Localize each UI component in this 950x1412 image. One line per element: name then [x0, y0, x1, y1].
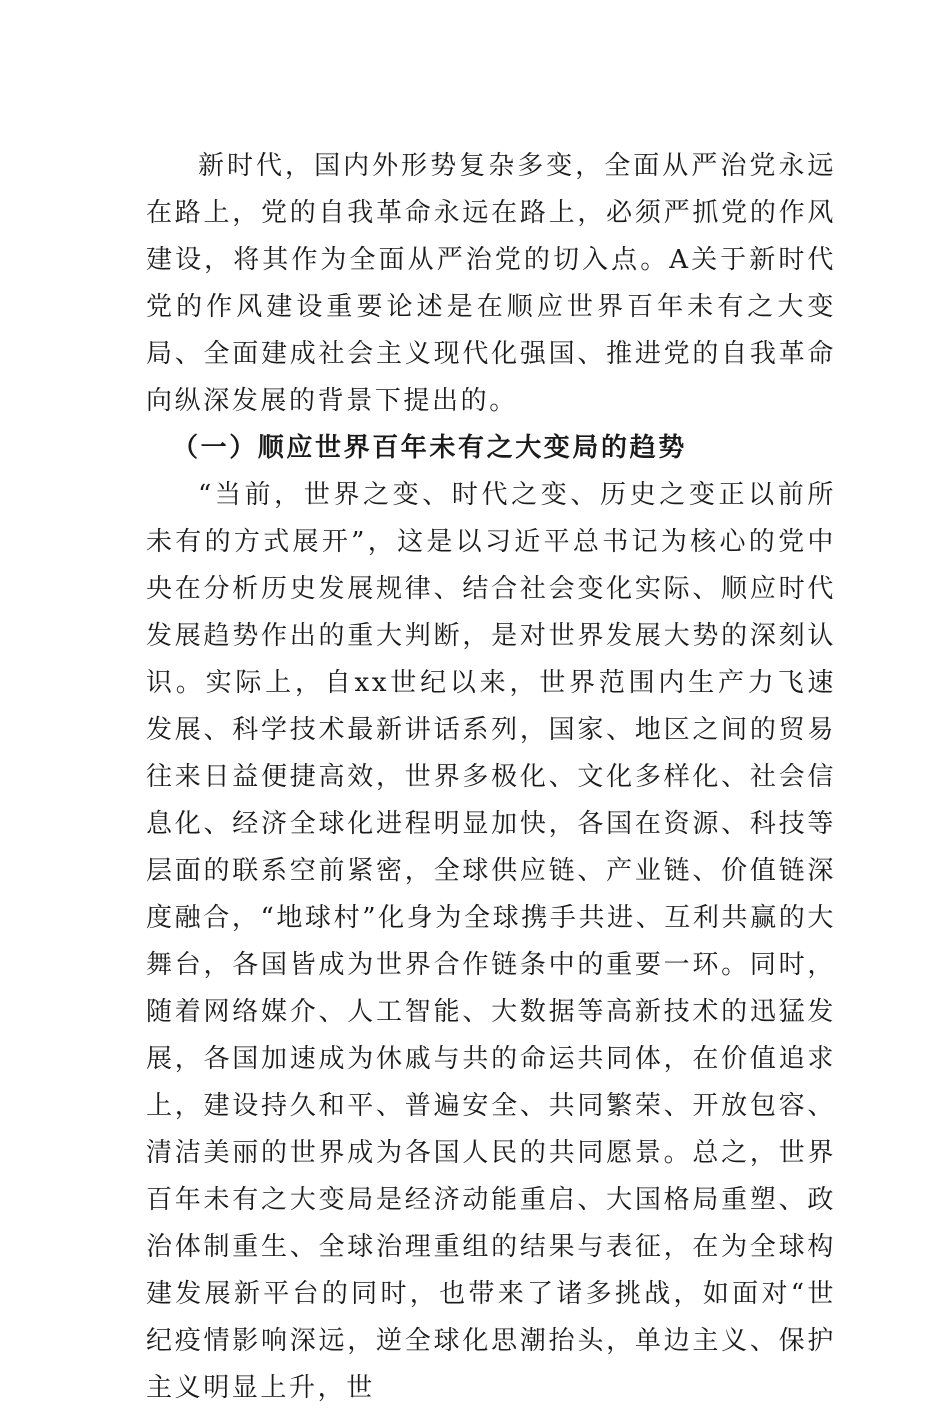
intro-paragraph: 新时代，国内外形势复杂多变，全面从严治党永远在路上，党的自我革命永远在路上，必须严抓党的作风建设，将其作为全面从严治党的切入点。A关于新时代党的作风建设重要论述是在顺应世界百年未有之大变局、全面建成社会主义现代化强国、推进党的自我革命向纵深发展的背景下提出的。	[146, 151, 836, 416]
document-body	[146, 143, 836, 1412]
section-heading: （一）顺应世界百年未有之大变局的趋势	[172, 433, 687, 463]
section-body-paragraph: “当前，世界之变、时代之变、历史之变正以前所未有的方式展开”，这是以习近平总书记为核心的党中央在分析历史发展规律、结合社会变化实际、顺应时代发展趋势作出的重大判断，是对世界发展大势的深刻认识。实际上，自xx世纪以来，世界范围内生产力飞速发展、科学技术最新讲话系列，国家、地区之间的贸易往来日益便捷高效，世界多极化、文化多样化、社会信息化、经济全球化进程明显加快，各国在资源、科技等层面的联系空前紧密，全球供应链、产业链、价值链深度融合，“地球村”化身为全球携手共进、互利共赢的大舞台，各国皆成为世界合作链条中的重要一环。同时，随着网络媒介、人工智能、大数据等高新技术的迅猛发展，各国加速成为休戚与共的命运共同体，在价值追求上，建设持久和平、普遍安全、共同繁荣、开放包容、清洁美丽的世界成为各国人民的共同愿景。总之，世界百年未有之大变局是经济动能重启、大国格局重塑、政治体制重生、全球治理重组的结果与表征，在为全球构建发展新平台的同时，也带来了诸多挑战，如面对“世纪疫情影响深远，逆全球化思潮抬头，单边主义、保护主义明显上升，世	[146, 480, 836, 1403]
